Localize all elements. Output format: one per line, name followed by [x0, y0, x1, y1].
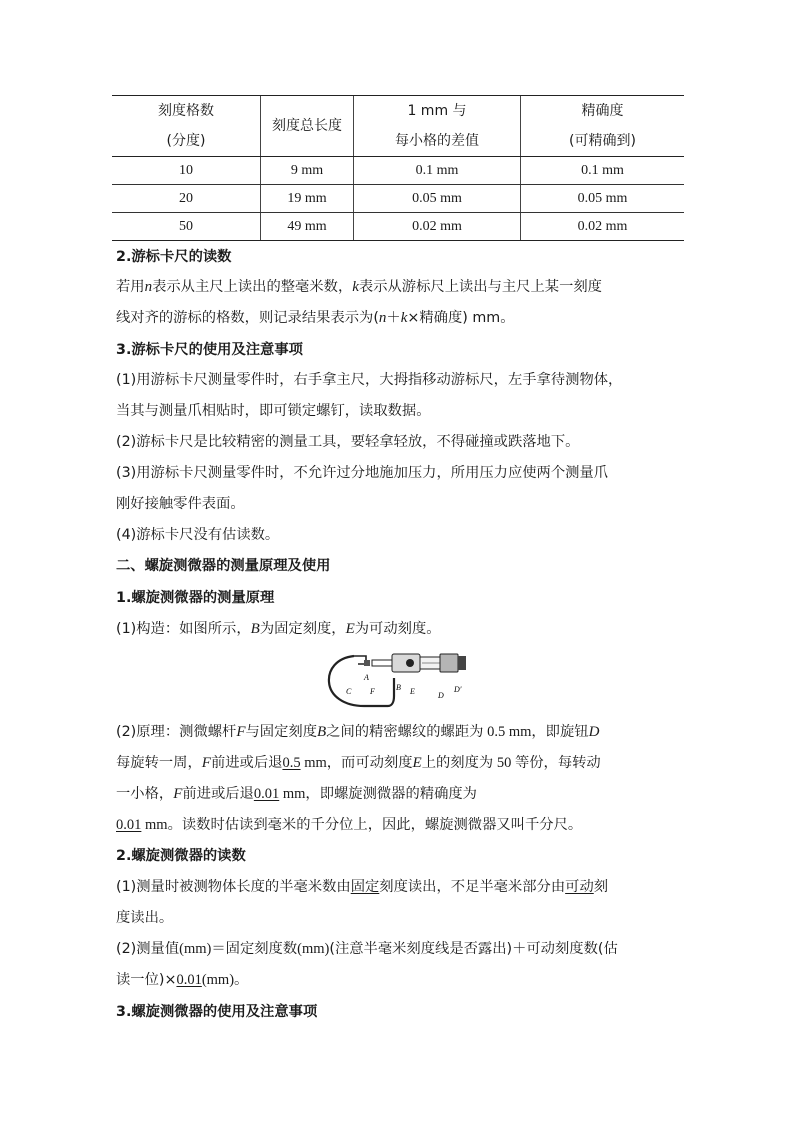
section-heading-micrometer-reading: 2.螺旋测微器的读数: [116, 848, 246, 864]
part-heading-micrometer: 二、螺旋测微器的测量原理及使用: [116, 558, 331, 574]
table-cell: 0.02 mm: [354, 213, 521, 241]
table-row: [112, 213, 684, 241]
header-total-length: 刻度总长度: [261, 96, 354, 157]
lock-knob: [406, 659, 414, 667]
table-cell: 10: [112, 157, 261, 185]
paragraph-line: (1)构造：如图所示，B为固定刻度，E为可动刻度。: [116, 621, 441, 637]
label-e: E: [410, 687, 415, 696]
paragraph-line: 刚好接触零件表面。: [116, 496, 245, 512]
paragraph-line: (1)测量时被测物体长度的半毫米数由固定刻度读出，不足半毫米部分由可动刻: [116, 879, 609, 895]
table-cell: 49 mm: [261, 213, 354, 241]
label-d: D: [438, 691, 444, 700]
section-heading-vernier-usage: 3.游标卡尺的使用及注意事项: [116, 342, 303, 358]
paragraph-line: 0.01 mm。读数时估读到毫米的千分位上，因此，螺旋测微器又叫千分尺。: [116, 817, 583, 833]
table-cell: 20: [112, 185, 261, 213]
table-cell: 0.1 mm: [521, 157, 685, 185]
table-row: [112, 157, 684, 185]
paragraph-line: 度读出。: [116, 910, 174, 926]
table-row: [112, 185, 684, 213]
paragraph-line: (2)测量值(mm)＝固定刻度数(mm)(注意半毫米刻度线是否露出)＋可动刻度数(估: [116, 941, 618, 957]
section-heading-vernier-reading: 2.游标卡尺的读数: [116, 249, 232, 265]
header-precision: 精确度 (可精确到): [521, 96, 685, 157]
table-cell: 50: [112, 213, 261, 241]
paragraph-line: (2)游标卡尺是比较精密的测量工具，要轻拿轻放，不得碰撞或跌落地下。: [116, 434, 580, 450]
table-header-row: [112, 96, 684, 157]
paragraph-line: 当其与测量爪相贴时，即可锁定螺钉，读取数据。: [116, 403, 431, 419]
anvil-tip: [364, 660, 370, 666]
paragraph-line: 一小格，F前进或后退0.01 mm，即螺旋测微器的精确度为: [116, 786, 477, 802]
label-a: A: [364, 673, 369, 682]
header-divisions: 刻度格数 (分度): [112, 96, 261, 157]
label-f: F: [370, 687, 375, 696]
knob: [458, 656, 466, 670]
spindle-shape: [372, 660, 394, 666]
header-difference: 1 mm 与 每小格的差值: [354, 96, 521, 157]
label-b: B: [396, 683, 401, 692]
paragraph-line: (4)游标卡尺没有估读数。: [116, 527, 280, 543]
paragraph-line: (2)原理：测微螺杆F与固定刻度B之间的精密螺纹的螺距为 0.5 mm，即旋钮D: [116, 724, 600, 740]
label-d-prime: D′: [454, 685, 462, 694]
paragraph-line: 若用n表示从主尺上读出的整毫米数，k表示从游标尺上读出与主尺上某一刻度: [116, 279, 602, 295]
paragraph-line: 每旋转一周，F前进或后退0.5 mm，而可动刻度E上的刻度为 50 等份，每转动: [116, 755, 601, 771]
paragraph-line: (3)用游标卡尺测量零件时，不允许过分地施加压力，所用压力应使两个测量爪: [116, 465, 609, 481]
section-heading-micrometer-usage: 3.螺旋测微器的使用及注意事项: [116, 1004, 318, 1020]
table-cell: 0.02 mm: [521, 213, 685, 241]
table-cell: 0.05 mm: [354, 185, 521, 213]
table-cell: 0.05 mm: [521, 185, 685, 213]
thimble: [440, 654, 458, 672]
table-cell: 19 mm: [261, 185, 354, 213]
label-c: C: [346, 687, 352, 696]
micrometer-figure: [326, 648, 468, 708]
paragraph-line: 线对齐的游标的格数，则记录结果表示为(n＋k×精确度) mm。: [116, 310, 515, 326]
section-heading-micrometer-principle: 1.螺旋测微器的测量原理: [116, 590, 275, 606]
table-cell: 9 mm: [261, 157, 354, 185]
paragraph-line: (1)用游标卡尺测量零件时，右手拿主尺，大拇指移动游标尺，左手拿待测物体，: [116, 372, 623, 388]
table-cell: 0.1 mm: [354, 157, 521, 185]
vernier-precision-table: [112, 95, 684, 241]
paragraph-line: 读一位)×0.01(mm)。: [116, 972, 249, 988]
